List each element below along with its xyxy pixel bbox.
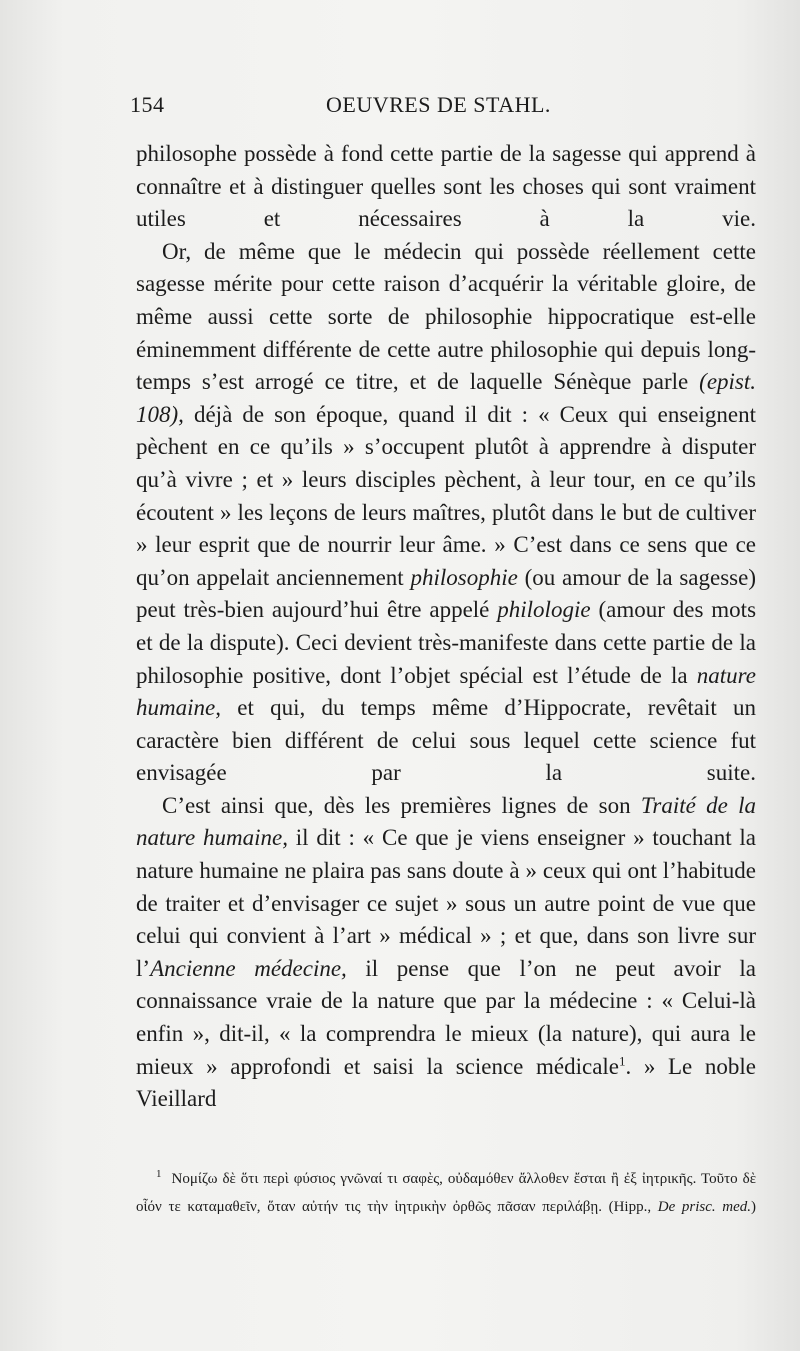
paragraph-3-text-d: . » Le noble Vieillard [136,1053,756,1112]
footnote-source-close: ) [751,1199,756,1215]
footnote-source-title: De prisc. med. [657,1199,751,1215]
title-ancienne-medecine: Ancienne médecine, [150,955,347,981]
page-header [130,92,770,126]
title-traite-nature-humaine: Traité de la nature humaine, [136,792,757,851]
paragraph-1 [136,138,756,236]
paragraph-2-text-a: Or, de même que le médecin qui possède réellement cette sagesse mérite pour cette raison d’acquérir la véritable gloire, de même aussi cette sorte de philosophie hippocratique est-elle éminemment différente de cette autre philosophie qui depuis long-temps s’est arrogé ce titre, et de laquelle Sénèque parle [136,238,756,395]
footnote-text [136,1160,756,1221]
term-philosophie: philosophie [410,564,518,590]
paragraph-2-text-c: (ou amour de la sagesse) peut très-bien aujourd’hui être appelé [136,564,756,623]
paragraph-2 [136,236,756,790]
footnote-greek-quote: Νομίζω δὲ ὅτι περὶ φύσιος γνῶναί τι σαφὲς, οὐδαμόθεν ἄλλοθεν ἔσται ἢ ἐξ ἰητρικῆς. Τοῦτο δὲ οἷόν τε καταμαθεῖν, ὅταν αὐτήν τις τὴν ἰητρικὴν ὀρθῶς πᾶσαν περιλάβῃ. [136,1171,756,1215]
paragraph-2-text-b: déjà de son époque, quand il dit : « Ceux qui enseignent pèchent en ce qu’ils » s’occupent plutôt à apprendre à disputer qu’à vivre ; et » leurs disciples pèchent, à leur tour, en ce qu’ils écoutent » les leçons de leurs maîtres, plutôt dans le but de cultiver » leur esprit que de nourrir leur âme. » C’est dans ce sens que ce qu’on appelait anciennement [136,401,757,590]
running-title: OEUVRES DE STAHL. [326,92,551,117]
paragraph-2-text-e: et qui, du temps même d’Hippocrate, revêtait un caractère bien différent de celui sous lequel cette science fut envisagée par la suite. [136,695,756,786]
paragraph-2-text-d: (amour des mots et de la dispute). Ceci devient très-manifeste dans cette partie de la philosophie positive, dont l’objet spécial est l’étude de la [136,597,757,688]
paragraph-1-text: philosophe possède à fond cette partie de la sagesse qui apprend à connaître et à distinguer quelles sont les choses qui sont vraiment utiles et nécessaires à la vie. [136,141,756,232]
paragraph-3-text-b: il dit : « Ce que je viens enseigner » touchant la nature humaine ne plaira pas sans doute à » ceux qui ont l’habitude de traiter et d’envisager ce sujet » sous un autre point de vue que celui qui convient à l’art » médical » ; et que, dans son livre sur l’ [136,825,756,981]
paragraph-3 [136,790,756,1116]
term-nature-humaine: nature humaine, [136,662,756,721]
footnote-source-author: (Hipp., [608,1199,652,1215]
seneca-citation: (epist. 108), [136,369,757,427]
main-text [136,138,756,1116]
paragraph-3-text-c: il pense que l’on ne peut avoir la connaissance vraie de la nature que par la médecine : « Celui-là enfin », dit-il, « la comprendra le mieux (la nature), qui aura le mieux » approfondi et saisi la science médicale [136,955,756,1079]
footnote-marker: 1 [156,1168,162,1180]
term-philologie: philologie [497,597,591,623]
paragraph-3-text-a: C’est ainsi que, dès les premières lignes de son [162,792,631,818]
footnote-reference[interactable]: 1 [619,1052,626,1068]
footnote [136,1160,756,1221]
page-number: 154 [130,92,165,117]
